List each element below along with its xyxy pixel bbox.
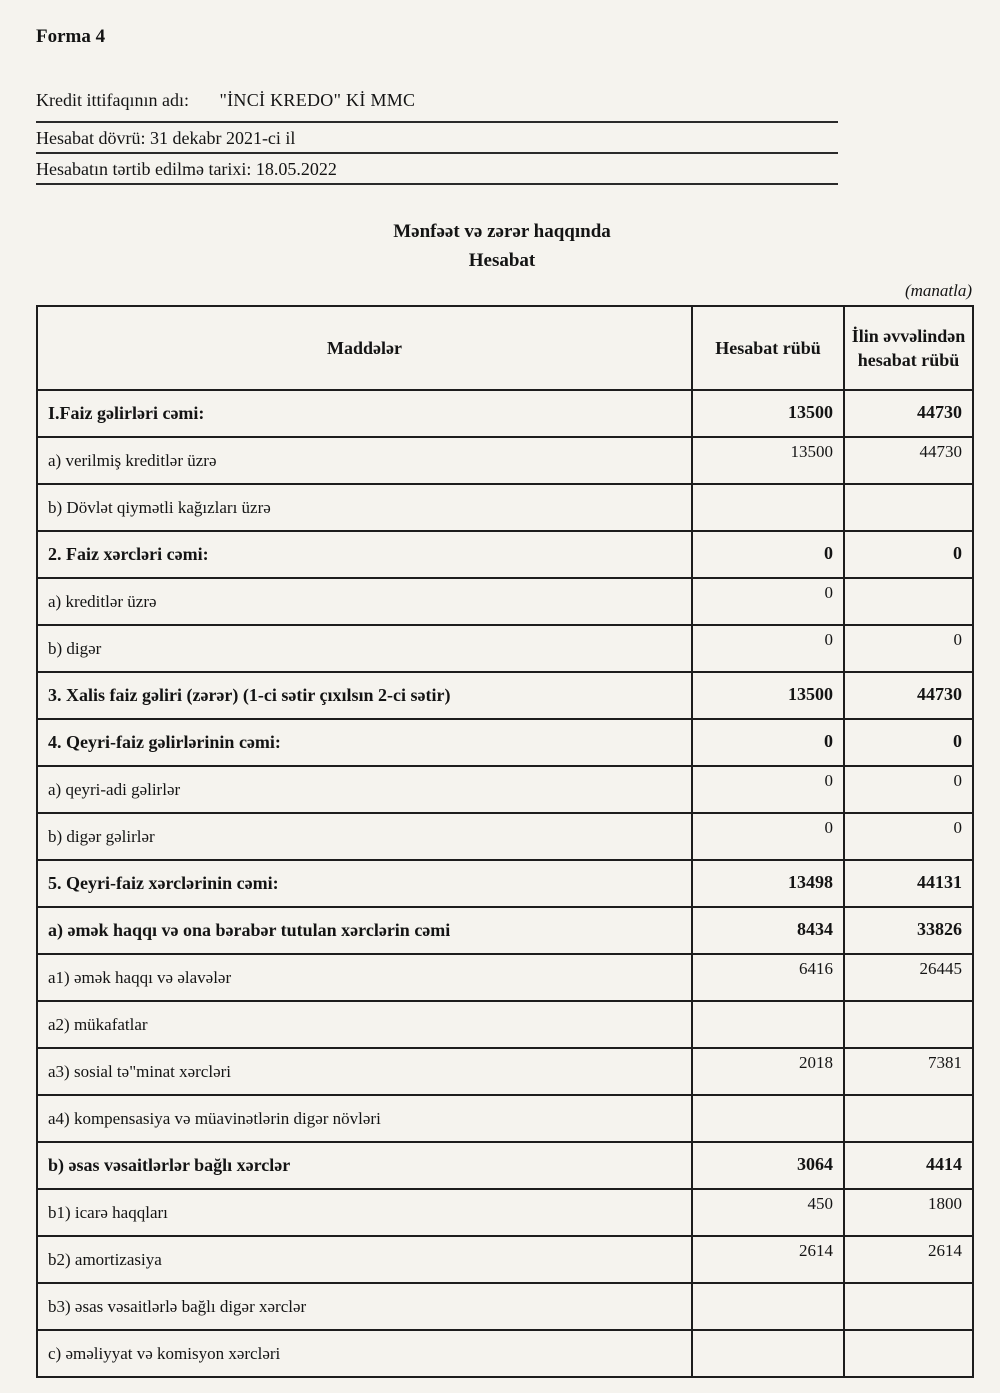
quarter-value: 13500 <box>692 437 844 484</box>
row-label: I.Faiz gəlirləri cəmi: <box>37 390 692 437</box>
table-row <box>37 437 973 484</box>
row-label: a) kreditlər üzrə <box>37 578 692 625</box>
quarter-value <box>692 1095 844 1142</box>
ytd-value: 26445 <box>844 954 973 1001</box>
profit-loss-table <box>36 305 974 1378</box>
ytd-value: 0 <box>844 531 973 578</box>
report-period: Hesabat dövrü: 31 dekabr 2021-ci il <box>36 123 838 154</box>
ytd-value <box>844 1283 973 1330</box>
ytd-value <box>844 1001 973 1048</box>
row-label: 3. Xalis faiz gəliri (zərər) (1-ci sətir çıxılsın 2-ci sətir) <box>37 672 692 719</box>
column-header-items: Maddələr <box>37 306 692 390</box>
table-header-row <box>37 306 973 390</box>
quarter-value <box>692 484 844 531</box>
table-row <box>37 578 973 625</box>
quarter-value: 450 <box>692 1189 844 1236</box>
ytd-value: 33826 <box>844 907 973 954</box>
table-row <box>37 1283 973 1330</box>
ytd-value: 44730 <box>844 437 973 484</box>
table-row <box>37 1095 973 1142</box>
org-line <box>36 88 838 123</box>
row-label: b) əsas vəsaitlərlər bağlı xərclər <box>37 1142 692 1189</box>
table-row <box>37 390 973 437</box>
quarter-value: 13500 <box>692 390 844 437</box>
row-label: b2) amortizasiya <box>37 1236 692 1283</box>
quarter-value <box>692 1283 844 1330</box>
table-row <box>37 1189 973 1236</box>
table-row <box>37 625 973 672</box>
quarter-value: 0 <box>692 813 844 860</box>
row-label: b) digər gəlirlər <box>37 813 692 860</box>
quarter-value: 0 <box>692 766 844 813</box>
quarter-value: 2614 <box>692 1236 844 1283</box>
currency-note: (manatla) <box>904 281 972 300</box>
row-label: b3) əsas vəsaitlərlə bağlı digər xərclər <box>37 1283 692 1330</box>
row-label: b) digər <box>37 625 692 672</box>
quarter-value: 0 <box>692 719 844 766</box>
ytd-value: 44730 <box>844 390 973 437</box>
ytd-value <box>844 484 973 531</box>
org-name: "İNCİ KREDO" Kİ MMC <box>219 90 416 110</box>
table-row <box>37 1236 973 1283</box>
table-row <box>37 954 973 1001</box>
row-label: a1) əmək haqqı və əlavələr <box>37 954 692 1001</box>
quarter-value: 13500 <box>692 672 844 719</box>
ytd-value: 0 <box>844 813 973 860</box>
row-label: a) əmək haqqı və ona bərabər tutulan xərclərin cəmi <box>37 907 692 954</box>
ytd-value: 4414 <box>844 1142 973 1189</box>
ytd-value <box>844 578 973 625</box>
table-row <box>37 1330 973 1377</box>
ytd-value: 2614 <box>844 1236 973 1283</box>
column-header-ytd: İlin əvvəlindən hesabat rübü <box>844 306 973 390</box>
ytd-value: 0 <box>844 719 973 766</box>
table-row <box>37 672 973 719</box>
table-row <box>37 719 973 766</box>
ytd-value: 44730 <box>844 672 973 719</box>
table-row <box>37 1001 973 1048</box>
row-label: a) verilmiş kreditlər üzrə <box>37 437 692 484</box>
column-header-quarter: Hesabat rübü <box>692 306 844 390</box>
quarter-value: 8434 <box>692 907 844 954</box>
table-row <box>37 484 973 531</box>
table-row <box>37 1142 973 1189</box>
row-label: 2. Faiz xərcləri cəmi: <box>37 531 692 578</box>
row-label: b1) icarə haqqları <box>37 1189 692 1236</box>
report-prepared-date: Hesabatın tərtib edilmə tarixi: 18.05.2022 <box>36 154 838 185</box>
form-number: Forma 4 <box>36 26 106 47</box>
quarter-value: 2018 <box>692 1048 844 1095</box>
quarter-value <box>692 1001 844 1048</box>
quarter-value: 13498 <box>692 860 844 907</box>
quarter-value: 0 <box>692 578 844 625</box>
row-label: a4) kompensasiya və müavinətlərin digər növləri <box>37 1095 692 1142</box>
table-row <box>37 531 973 578</box>
row-label: a) qeyri-adi gəlirlər <box>37 766 692 813</box>
table-row <box>37 813 973 860</box>
quarter-value <box>692 1330 844 1377</box>
ytd-value <box>844 1095 973 1142</box>
row-label: a2) mükafatlar <box>37 1001 692 1048</box>
quarter-value: 0 <box>692 531 844 578</box>
quarter-value: 0 <box>692 625 844 672</box>
row-label: a3) sosial tə"minat xərcləri <box>37 1048 692 1095</box>
table-row <box>37 1048 973 1095</box>
quarter-value: 3064 <box>692 1142 844 1189</box>
table-body <box>37 390 973 1377</box>
report-title-line1: Mənfəət və zərər haqqında <box>393 221 611 242</box>
table-row <box>37 766 973 813</box>
ytd-value: 0 <box>844 625 973 672</box>
row-label: 4. Qeyri-faiz gəlirlərinin cəmi: <box>37 719 692 766</box>
org-label: Kredit ittifaqının adı: <box>36 90 189 110</box>
report-title-line2: Hesabat <box>468 250 536 271</box>
table-row <box>37 860 973 907</box>
ytd-value: 0 <box>844 766 973 813</box>
table-row <box>37 907 973 954</box>
row-label: 5. Qeyri-faiz xərclərinin cəmi: <box>37 860 692 907</box>
row-label: c) əməliyyat və komisyon xərcləri <box>37 1330 692 1377</box>
quarter-value: 6416 <box>692 954 844 1001</box>
report-title <box>36 217 968 275</box>
ytd-value: 44131 <box>844 860 973 907</box>
ytd-value: 7381 <box>844 1048 973 1095</box>
ytd-value <box>844 1330 973 1377</box>
ytd-value: 1800 <box>844 1189 973 1236</box>
row-label: b) Dövlət qiymətli kağızları üzrə <box>37 484 692 531</box>
